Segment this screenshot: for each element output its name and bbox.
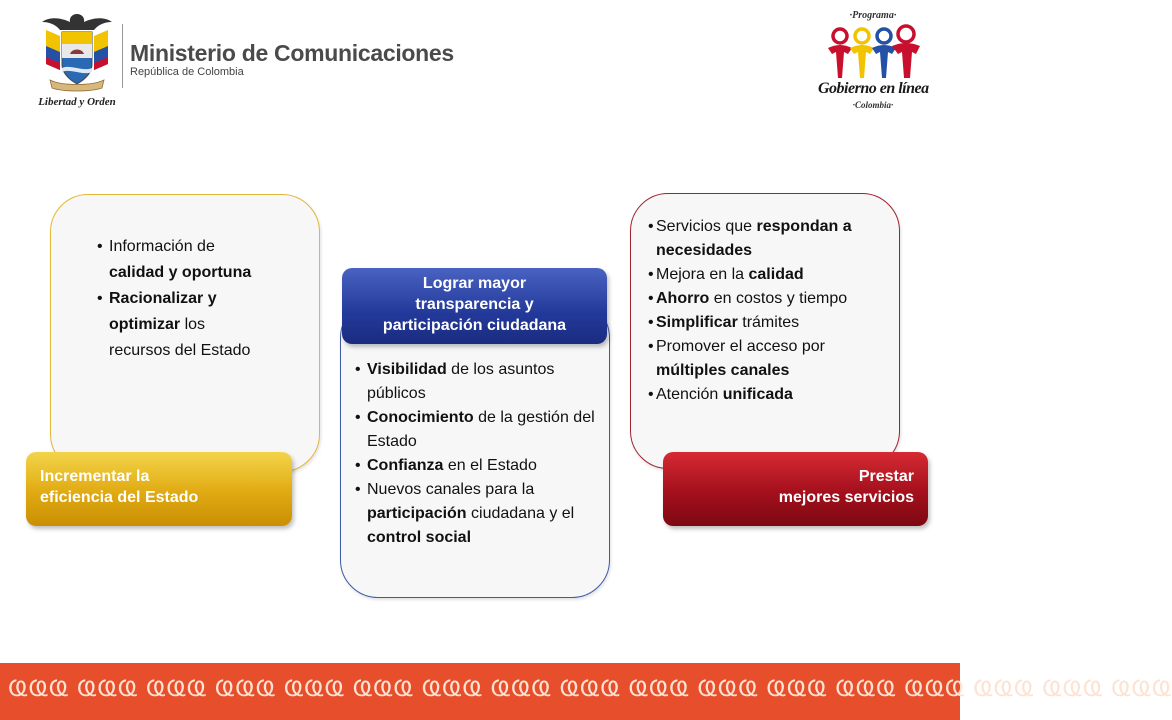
bullet-item	[648, 335, 888, 383]
plain-text: Atención	[656, 386, 723, 403]
label-line: mejores servicios	[778, 489, 914, 506]
bullet-item	[648, 383, 888, 407]
bold-text: Racionalizar y optimizar	[109, 290, 217, 333]
bold-text: Ahorro	[656, 290, 710, 307]
bold-text: Confianza	[367, 457, 444, 474]
bold-text: control social	[367, 529, 472, 546]
bold-text: Conocimiento	[367, 409, 474, 426]
label-line: transparencia y	[415, 296, 534, 313]
bullet-item	[355, 478, 595, 550]
header-divider	[122, 24, 123, 88]
label-line: participación ciudadana	[382, 317, 567, 334]
bold-text: Visibilidad	[367, 361, 447, 378]
program-top-text: ·Programa·	[849, 10, 897, 21]
bold-text: múltiples canales	[656, 362, 790, 379]
label-incrementar-eficiencia	[26, 452, 292, 526]
coat-of-arms-caption: Libertad y Orden	[38, 96, 116, 108]
bullet-item	[648, 287, 888, 311]
bold-text: calidad	[748, 266, 804, 283]
bullet-item	[648, 215, 888, 263]
footer-pattern-icon: ҨҨҨ ҨҨҨ ҨҨҨ ҨҨҨ ҨҨҨ ҨҨҨ ҨҨҨ ҨҨҨ ҨҨҨ ҨҨҨ ҨҨҨ ҨҨҨ ҨҨҨ ҨҨҨ ҨҨҨ ҨҨҨ ҨҨҨ	[8, 677, 1172, 702]
bullet-item	[355, 454, 595, 478]
center-bullet-list	[355, 358, 595, 550]
left-bullet-list	[97, 234, 267, 364]
right-bullet-list	[648, 215, 888, 407]
plain-text: trámites	[737, 314, 800, 331]
plain-text: de la gestión del Estado	[367, 409, 595, 450]
bullet-item	[97, 286, 267, 364]
bold-text: respondan a necesidades	[656, 218, 852, 259]
bold-text: Simplificar	[656, 314, 738, 331]
plain-text: en el Estado	[443, 457, 537, 474]
label-line: Lograr mayor	[422, 275, 527, 292]
program-country-text: ·Colombia·	[852, 100, 894, 110]
plain-text: los recursos del Estado	[109, 316, 251, 359]
plain-text: Servicios que	[656, 218, 757, 235]
plain-text: en costos y tiempo	[709, 290, 848, 307]
label-lograr-transparencia	[342, 268, 607, 344]
bullet-item	[648, 263, 888, 287]
coat-of-arms-logo	[36, 10, 118, 108]
bold-text: unificada	[722, 386, 793, 403]
plain-text: ciudadana y el	[466, 505, 575, 522]
label-line: Prestar	[858, 468, 914, 485]
coat-of-arms-icon	[36, 10, 118, 92]
plain-text: Promover el acceso por	[656, 338, 825, 355]
plain-text: Información de	[109, 238, 215, 255]
label-prestar-servicios	[663, 452, 928, 526]
bold-text: calidad y oportuna	[109, 264, 252, 281]
bullet-item	[648, 311, 888, 335]
plain-text: Mejora en la	[656, 266, 749, 283]
bullet-item	[355, 358, 595, 406]
ministry-subtitle: República de Colombia	[130, 66, 244, 78]
ministry-title: Ministerio de Comunicaciones	[130, 40, 454, 66]
label-line: Incrementar la	[40, 468, 150, 485]
label-line: eficiencia del Estado	[40, 489, 199, 506]
bold-text: participación	[367, 505, 467, 522]
gobierno-en-linea-logo	[818, 10, 928, 110]
bullet-item	[355, 406, 595, 454]
footer-banner	[0, 663, 1172, 720]
people-figures-icon	[818, 18, 928, 88]
bullet-item	[97, 234, 267, 286]
plain-text: Nuevos canales para la	[367, 481, 535, 498]
plain-text: de los asuntos públicos	[367, 361, 555, 402]
program-name-text: Gobierno en línea	[818, 80, 929, 97]
